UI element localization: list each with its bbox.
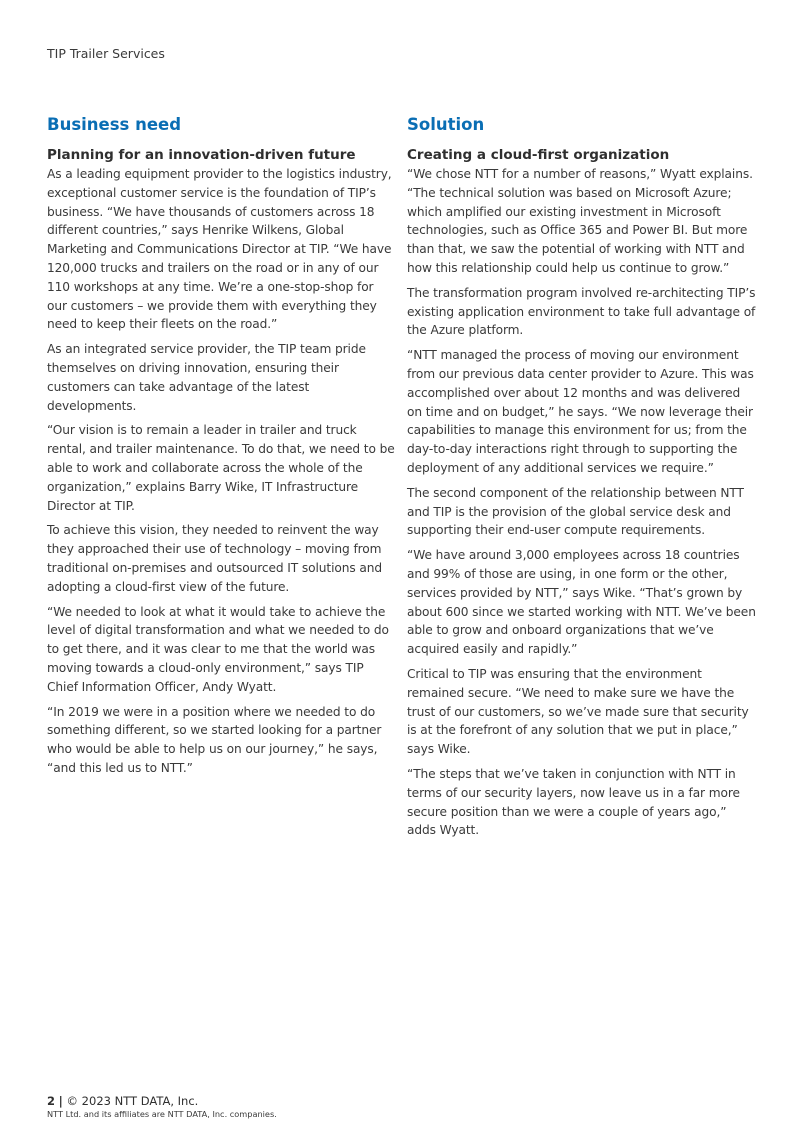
solution-paragraph: “The steps that we’ve taken in conjunction with NTT in terms of our security layers, now leave us in a far more secure position than we were a couple of years ago,” adds Wyatt. — [407, 766, 740, 838]
business-need-paragraph: “In 2019 we were in a position where we needed to do something different, so we started looking for a partner who would be able to help us on our journey,” he says, “and this led us to NTT.” — [47, 704, 382, 775]
page-footer — [47, 1094, 277, 1120]
affiliates-note: NTT Ltd. and its affiliates are NTT DATA, Inc. companies. — [47, 1109, 277, 1119]
solution-paragraph: “NTT managed the process of moving our environment from our previous data center provider to Azure. This was accomplished over about 12 months and was delivered on time and on budget,” he says. “We now leverage their capabilities to manage this environment for us; from the day-to-day interactions right through to supporting the deployment of any additional services we require.” — [407, 348, 754, 475]
business-need-paragraph: “Our vision is to remain a leader in trailer and truck rental, and trailer maintenance. To do that, we need to be able to work and collaborate across the whole of the organization,” explains Barry Wike, IT Infrastructure Director at TIP. — [47, 423, 395, 513]
business-need-paragraph: “We needed to look at what it would take to achieve the level of digital transformation and what we needed to do to get there, and it was clear to me that the world was moving towards a cloud-only environment,” says TIP Chief Information Officer, Andy Wyatt. — [47, 604, 389, 694]
running-header-title: TIP Trailer Services — [47, 46, 165, 61]
solution-paragraph: “We have around 3,000 employees across 18 countries and 99% of those are using, in one form or the other, services provided by NTT,” says Wike. “That’s grown by about 600 since we started working with NTT. We’ve been able to grow and onboard organizations that we’ve acquired easily and rapidly.” — [407, 548, 756, 657]
business-need-heading: Business need — [47, 115, 182, 134]
business-need-section — [47, 114, 397, 784]
business-need-subheading: Planning for an innovation-driven future — [47, 147, 356, 163]
business-need-paragraph: As an integrated service provider, the TIP team pride themselves on driving innovation, ensuring their customers can take advantage of the latest developments. — [47, 342, 366, 413]
solution-paragraph: The second component of the relationship between NTT and TIP is the provision of the global service desk and supporting their end-user compute requirements. — [407, 485, 744, 538]
solution-paragraph: Critical to TIP was ensuring that the environment remained secure. “We need to make sure we have the trust of our customers, so we’ve made sure that security is at the forefront of any solution that we put in place,” says Wike. — [407, 666, 749, 757]
page-number: 2 — [47, 1094, 56, 1108]
footer-separator: | — [58, 1094, 63, 1108]
solution-heading: Solution — [407, 115, 485, 134]
business-need-paragraph: As a leading equipment provider to the logistics industry, exceptional customer service is the foundation of TIP’s business. “We have thousands of customers across 18 different countries,” says Henrike Wilkens, Global Marketing and Communications Director at TIP. “We have 120,000 trucks and trailers on the road or in any of our 110 workshops at any time. We’re a one-stop-shop for our customers – we provide them with everything they need to keep their fleets on the road.” — [47, 167, 392, 332]
solution-paragraph: The transformation program involved re-architecting TIP’s existing application environment to take full advantage of the Azure platform. — [407, 285, 756, 338]
solution-section — [407, 114, 757, 846]
copyright-text: © 2023 NTT DATA, Inc. — [66, 1094, 199, 1108]
solution-subheading: Creating a cloud-first organization — [407, 147, 670, 163]
solution-paragraph: “We chose NTT for a number of reasons,” Wyatt explains. “The technical solution was based on Microsoft Azure; which amplified our existing investment in Microsoft technologies, such as Office 365 and Power BI. But more than that, we saw the potential of working with NTT and how this relationship could help us continue to grow.” — [407, 167, 753, 275]
business-need-paragraph: To achieve this vision, they needed to reinvent the way they approached their use of technology – moving from traditional on-premises and outsourced IT solutions and adopting a cloud-first view of the future. — [47, 523, 383, 594]
footer-copyright-line — [47, 1094, 277, 1108]
